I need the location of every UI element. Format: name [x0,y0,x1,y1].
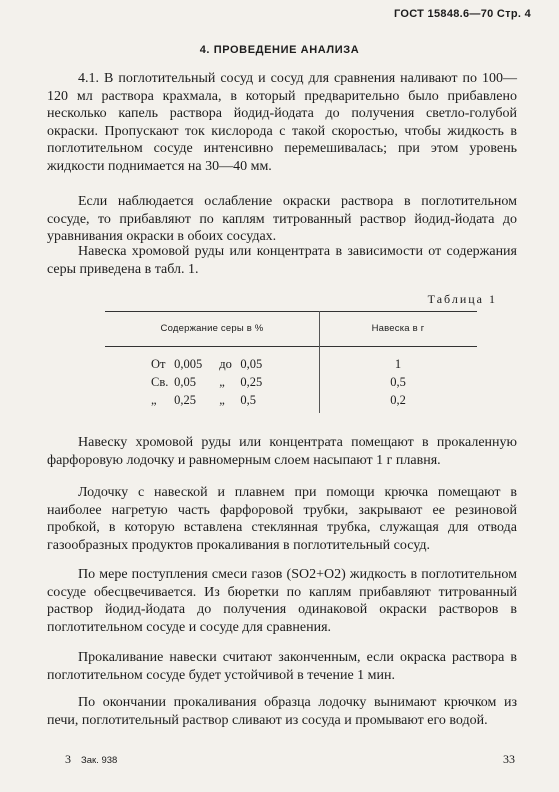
page-header: ГОСТ 15848.6—70 Стр. 4 [393,8,531,20]
paragraph-gases: По мере поступления смеси газов (SO2+O2) жидкость в поглотительном сосуде обесцвечивается. Из бюретки по каплям прибавляют титрованный раствор йодид-йодата до получения одинаковой окраски растворов в поглотительном сосуде и сосуде для сравнения. [47,567,517,635]
section-title: 4. ПРОВЕДЕНИЕ АНАЛИЗА [199,44,360,56]
paragraph-hook: Лодочку с навеской и плавнем при помощи крючка помещают в наиболее нагретую часть фарфоровой трубки, закрывают ее резиновой пробкой, в которую вставлена стеклянная трубка, служащая для отвода газообразных продуктов прокаливания в поглотительный сосуд. [47,485,517,553]
table-top-rule [105,311,477,312]
paragraph-calcination: Прокаливание навески считают законченным, если окраска раствора в поглотительном сосуде будет устойчивой в течение 1 мин. [47,650,517,683]
table-cell-mass: 1 [394,357,402,371]
paragraph-sample-ref: Навеска хромовой руды или концентрата в зависимости от содержания серы приведена в табл. 1. [47,244,517,277]
table-header-rule [105,346,477,347]
paragraph-boat: Навеску хромовой руды или концентрата помещают в прокаленную фарфоровую лодочку и равномерным слоем насыпают 1 г плавня. [47,435,517,468]
table-cell-mass: 0,2 [390,393,406,407]
table-row: „ 0,25 „ 0,5 [151,393,256,407]
paragraph-4-1: 4.1. В поглотительный сосуд и сосуд для сравнения наливают по 100—120 мл раствора крахмала, в который предварительно было прибавлено несколько капель раствора йодид-йодата до получения светло-голубой окраски. Пропускают ток кислорода с такой скоростью, чтобы жидкость в поглотительном сосуде интенсивно перемешивалась; при этом уровень жидкости поднимается на 30—40 мм. [47,71,517,174]
footer-number: 3 [65,752,71,766]
table-row: От 0,005 до 0,05 [151,357,263,371]
paragraph-finish: По окончании прокаливания образца лодочку вынимают крючком из печи, поглотительный раствор сливают из сосуда и промывают его водой. [47,695,517,728]
sulfur-table [105,311,477,413]
paragraph-weakening: Если наблюдается ослабление окраски раствора в поглотительном сосуде, то прибавляют по каплям титрованный раствор йодид-йодата до уравнивания окраски в обоих сосудах. [47,194,517,244]
footer-left [65,752,117,767]
page-number: 33 [503,752,515,766]
footer-order: Зак. 938 [81,755,118,766]
table-header-mass: Навеска в г [371,323,425,334]
table-row: Св. 0,05 „ 0,25 [151,375,263,389]
table-cell-mass: 0,5 [390,375,406,389]
table-caption: Таблица 1 [427,292,497,306]
table-header-sulfur: Содержание серы в % [160,323,264,334]
